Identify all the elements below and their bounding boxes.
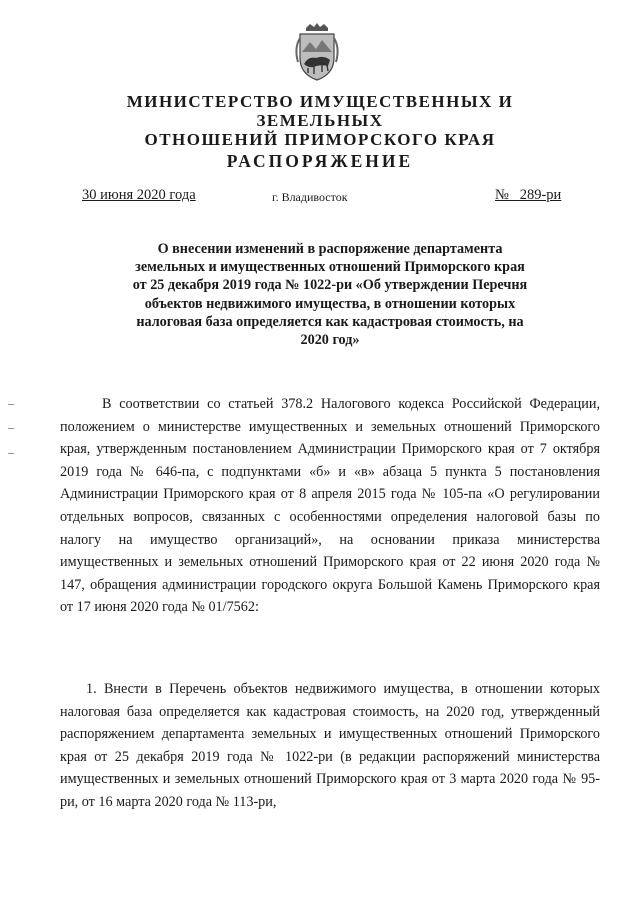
document-title: О внесении изменений в распоряжение департамента земельных и имущественных отношений Приморского края от 25 декабря 2019 года № 1022-ри «Об утверждении Перечня объектов недвижимого имущества, в отношении которых налоговая база определяется как кадастровая стоимость, на 2020 год» [132, 241, 528, 349]
body-paragraph-2: 1. Внести в Перечень объектов недвижимого имущества, в отношении которых налоговая база определяется как кадастровая стоимость, на 2020 год, утвержденный распоряжением департамента земельных и имущественных отношений Приморского края от 25 декабря 2019 года № 1022-ри (в редакции распоряжений министерства имущественных и земельных отношений Приморского края от 3 марта 2020 года № 95-ри, от 16 марта 2020 года № 113-ри, [60, 681, 600, 810]
document-date: 30 июня 2020 года [82, 187, 196, 203]
coat-of-arms-emblem-icon [290, 22, 344, 82]
ministry-name-line2: ОТНОШЕНИЙ ПРИМОРСКОГО КРАЯ [144, 130, 496, 149]
scan-margin-mark [8, 453, 14, 454]
document-number: № 289-ри [495, 187, 562, 203]
ministry-name [70, 92, 570, 149]
document-city: г. Владивосток [272, 190, 348, 204]
scan-margin-mark [8, 428, 14, 429]
ministry-name-line1: МИНИСТЕРСТВО ИМУЩЕСТВЕННЫХ И ЗЕМЕЛЬНЫХ [126, 92, 514, 130]
scan-margin-mark [8, 404, 14, 405]
document-type: РАСПОРЯЖЕНИЕ [226, 151, 414, 171]
body-paragraph-1: В соответствии со статьей 378.2 Налогового кодекса Российской Федерации, положением о министерстве имущественных и земельных отношений Приморского края, утвержденным постановлением Администрации Приморского края от 7 октября 2019 года № 646-па, с подпунктами «б» и «в» абзаца 5 пункта 5 постановления Администрации Приморского края от 8 апреля 2015 года № 105-па «О регулировании отдельных вопросов, связанных с особенностями определения налоговой базы по налогу на имущество организаций», на основании приказа министерства имущественных и земельных отношений Приморского края от 22 июня 2020 года № 147, обращения администрации городского округа Большой Камень Приморского края от 17 июня 2020 года № 01/7562: [60, 396, 600, 616]
